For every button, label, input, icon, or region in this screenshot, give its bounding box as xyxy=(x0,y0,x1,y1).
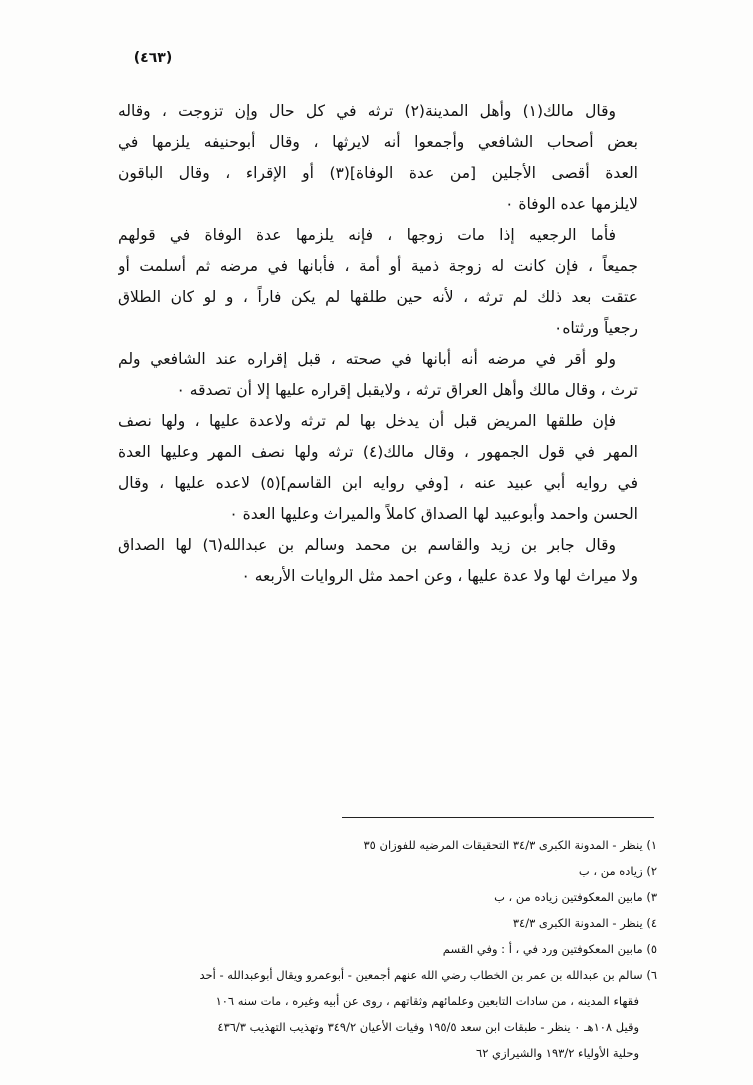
body-line: الحسن واحمد وأبوعبيد لها الصداق كاملاً والميراث وعليها العدة ٠ xyxy=(229,505,638,523)
footnote: ١) ينظر - المدونة الكبرى ٣٤/٣ التحقيقات المرضيه للفوزان ٣٥ xyxy=(363,838,657,852)
footnote: ٥) مابين المعكوفتين ورد في ، أ : وفي القسم xyxy=(442,942,657,956)
body-line: رجعياً ورثتاه٠ xyxy=(553,319,638,337)
body-line: فأما الرجعيه إذا مات زوجها ، فإنه يلزمها عدة الوفاة في قولهم xyxy=(118,226,616,244)
page-number: (٤٦٣) xyxy=(133,50,173,66)
body-line: عتقت بعد ذلك لم ترثه ، لأنه حين طلقها لم يكن فاراً ، و لو كان الطلاق xyxy=(118,288,638,306)
body-line: ولا ميراث لها ولا عدة عليها ، وعن احمد مثل الروايات الأربعه ٠ xyxy=(241,567,638,585)
footnote-divider xyxy=(342,817,654,818)
body-line: ترث ، وقال مالك وأهل العراق ترثه ، ولايقبل إقراره عليها إلا أن تصدقه ٠ xyxy=(176,381,638,399)
footnote: ٢) زياده من ، ب xyxy=(578,864,657,878)
body-line: العدة أقصى الأجلين [من عدة الوفاة](٣) أو الإقراء ، وقال الباقون xyxy=(118,164,638,182)
footnote-continuation: وقيل ١٠٨هـ ٠ ينظر - طبقات ابن سعد ١٩٥/٥ وفيات الأعيان ٣٤٩/٢ وتهذيب التهذيب ٤٣٦/٣ xyxy=(217,1020,639,1034)
footnote-continuation: وحلية الأولياء ١٩٣/٢ والشيرازي ٦٢ xyxy=(476,1046,639,1060)
body-line: جميعاً ، فإن كانت له زوجة ذمية أو أمة ، فأبانها في مرضه ثم أسلمت أو xyxy=(118,257,638,275)
footnote: ٤) ينظر - المدونة الكبرى ٣٤/٣ xyxy=(512,916,657,930)
footnote: ٣) مابين المعكوفتين زياده من ، ب xyxy=(494,890,657,904)
footnote-continuation: فقهاء المدينه ، من سادات التابعين وعلمائهم وثقاتهم ، روى عن أبيه وغيره ، مات سنه ١٠٦ xyxy=(215,994,639,1008)
main-text xyxy=(118,96,638,592)
body-line: فإن طلقها المريض قبل أن يدخل بها لم ترثه ولاعدة عليها ، ولها نصف xyxy=(118,412,616,430)
body-line: لايلزمها عده الوفاة ٠ xyxy=(505,195,638,213)
body-line: ولو أقر في مرضه أنه أبانها في صحته ، قبل إقراره عند الشافعي ولم xyxy=(118,350,616,368)
footnote: ٦) سالم بن عبدالله بن عمر بن الخطاب رضي الله عنهم أجمعين - أبوعمرو ويقال أبوعبدالله - أحد xyxy=(199,968,657,982)
body-line: بعض أصحاب الشافعي وأجمعوا أنه لايرثها ، وقال أبوحنيفه يلزمها في xyxy=(118,133,638,151)
body-line: المهر في قول الجمهور ، وقال مالك(٤) ترثه ولها نصف المهر وعليها العدة xyxy=(118,443,638,461)
footnotes xyxy=(95,832,657,1066)
body-line: وقال جابر بن زيد والقاسم بن محمد وسالم بن عبدالله(٦) لها الصداق xyxy=(118,536,616,554)
body-line: في روايه أبي عبيد عنه ، [وفي روايه ابن القاسم](٥) لاعده عليها ، وقال xyxy=(118,474,638,492)
body-line: وقال مالك(١) وأهل المدينة(٢) ترثه في كل حال وإن تزوجت ، وقاله xyxy=(118,102,616,120)
